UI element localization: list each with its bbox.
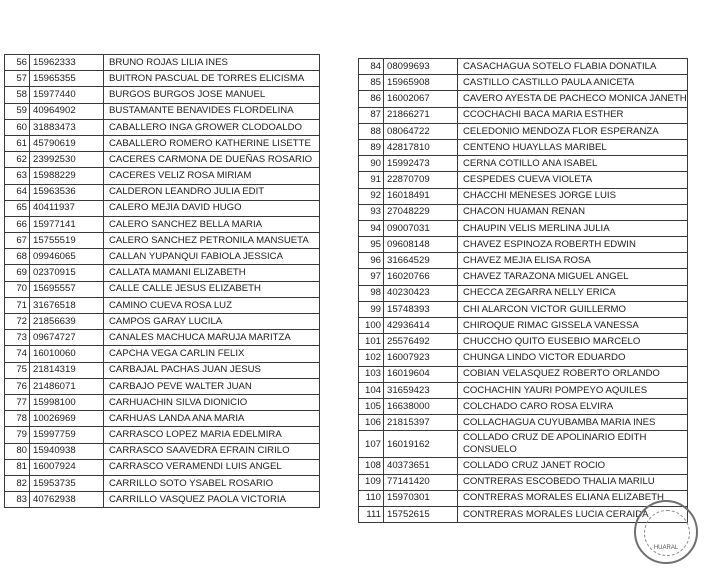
dni-cell: 23992530 [30,152,104,168]
table-row [5,87,320,103]
row-number: 56 [5,55,30,71]
name-cell: CASTILLO CASTILLO PAULA ANICETA [458,75,688,91]
row-number: 83 [5,492,30,508]
dni-cell: 15965355 [30,71,104,87]
row-number: 62 [5,152,30,168]
dni-cell: 15940938 [30,443,104,459]
row-number: 84 [359,59,384,75]
table-row [359,398,688,414]
table-row [5,119,320,135]
table-row [359,75,688,91]
dni-cell: 77141420 [384,474,458,490]
row-number: 86 [359,91,384,107]
row-number: 67 [5,233,30,249]
dni-cell: 15962333 [30,55,104,71]
dni-cell: 42936414 [384,318,458,334]
name-cell: CARRILLO VASQUEZ PAOLA VICTORIA [104,492,320,508]
row-number: 104 [359,382,384,398]
name-cell: COCHACHIN YAURI POMPEYO AQUILES [458,382,688,398]
name-cell: CHAVEZ ESPINOZA ROBERTH EDWIN [458,237,688,253]
table-row [359,301,688,317]
official-seal [634,500,698,564]
row-number: 103 [359,366,384,382]
name-cell: CCOCHACHI BACA MARIA ESTHER [458,107,688,123]
name-cell: COLCHADO CARO ROSA ELVIRA [458,398,688,414]
name-cell: BURGOS BURGOS JOSE MANUEL [104,87,320,103]
name-cell: CASACHAGUA SOTELO FLABIA DONATILA [458,59,688,75]
table-row [359,269,688,285]
dni-cell: 15998100 [30,394,104,410]
name-cell: CARRASCO LOPEZ MARIA EDELMIRA [104,427,320,443]
dni-cell: 31676518 [30,297,104,313]
dni-cell: 42817810 [384,139,458,155]
table-row [359,172,688,188]
name-cell: CAMINO CUEVA ROSA LUZ [104,297,320,313]
name-cell: CABALLERO ROMERO KATHERINE LISETTE [104,135,320,151]
row-number: 99 [359,301,384,317]
dni-cell: 16019162 [384,431,458,458]
row-number: 65 [5,200,30,216]
dni-cell: 21814319 [30,362,104,378]
dni-cell: 27048229 [384,204,458,220]
table-row [5,216,320,232]
row-number: 74 [5,346,30,362]
name-cell: CHECCA ZEGARRA NELLY ERICA [458,285,688,301]
table-row [5,492,320,508]
dni-cell: 40964902 [30,103,104,119]
name-cell: CHAVEZ MEJIA ELISA ROSA [458,253,688,269]
name-cell: CENTENO HUAYLLAS MARIBEL [458,139,688,155]
table-row [5,443,320,459]
row-number: 92 [359,188,384,204]
row-number: 108 [359,458,384,474]
table-row [359,366,688,382]
table-row [5,135,320,151]
dni-cell: 10026969 [30,411,104,427]
row-number: 98 [359,285,384,301]
name-cell: CARRILLO SOTO YSABEL ROSARIO [104,475,320,491]
dni-cell: 16638000 [384,398,458,414]
table-row [5,362,320,378]
name-cell: COBIAN VELASQUEZ ROBERTO ORLANDO [458,366,688,382]
row-number: 106 [359,415,384,431]
table-row [5,265,320,281]
name-cell: CALLATA MAMANI ELIZABETH [104,265,320,281]
dni-cell: 22870709 [384,172,458,188]
table-row [5,184,320,200]
table-row [5,233,320,249]
table-row [359,253,688,269]
dni-cell: 15992473 [384,156,458,172]
dni-cell: 15695557 [30,281,104,297]
row-number: 76 [5,378,30,394]
table-row [359,59,688,75]
table-row [5,103,320,119]
name-cell: CONTRERAS MORALES LUCIA CERAIDA [458,506,688,522]
dni-cell: 15970301 [384,490,458,506]
table-row [359,474,688,490]
name-cell: CARRASCO SAAVEDRA EFRAIN CIRILO [104,443,320,459]
row-number: 82 [5,475,30,491]
row-number: 69 [5,265,30,281]
row-number: 79 [5,427,30,443]
name-cell: CACERES VELIZ ROSA MIRIAM [104,168,320,184]
row-number: 94 [359,220,384,236]
table-row [359,382,688,398]
name-cell: CALLAN YUPANQUI FABIOLA JESSICA [104,249,320,265]
row-number: 72 [5,314,30,330]
name-cell: CARHUACHIN SILVA DIONICIO [104,394,320,410]
row-number: 102 [359,350,384,366]
name-cell: CHACCHI MENESES JORGE LUIS [458,188,688,204]
row-number: 70 [5,281,30,297]
table-row [359,490,688,506]
dni-cell: 40373651 [384,458,458,474]
dni-cell: 21856639 [30,314,104,330]
row-number: 107 [359,431,384,458]
table-row [359,107,688,123]
dni-cell: 25576492 [384,334,458,350]
table-row [359,431,688,458]
name-cell: CERNA COTILLO ANA ISABEL [458,156,688,172]
row-number: 63 [5,168,30,184]
table-row [5,394,320,410]
right-roster-body [359,59,688,523]
row-number: 81 [5,459,30,475]
dni-cell: 15748393 [384,301,458,317]
table-row [359,204,688,220]
table-row [359,220,688,236]
row-number: 64 [5,184,30,200]
row-number: 89 [359,139,384,155]
table-row [5,71,320,87]
row-number: 68 [5,249,30,265]
dni-cell: 15953735 [30,475,104,491]
name-cell: CHAVEZ TARAZONA MIGUEL ANGEL [458,269,688,285]
table-row [359,334,688,350]
dni-cell: 21486071 [30,378,104,394]
table-row [5,281,320,297]
name-cell: CALERO SANCHEZ BELLA MARIA [104,216,320,232]
table-row [5,297,320,313]
dni-cell: 09007031 [384,220,458,236]
dni-cell: 08064722 [384,123,458,139]
name-cell: CARBAJAL PACHAS JUAN JESUS [104,362,320,378]
row-number: 66 [5,216,30,232]
table-row [359,285,688,301]
dni-cell: 31659423 [384,382,458,398]
table-row [5,411,320,427]
row-number: 77 [5,394,30,410]
dni-cell: 45790619 [30,135,104,151]
name-cell: CESPEDES CUEVA VIOLETA [458,172,688,188]
left-roster-body [5,55,320,508]
table-row [5,475,320,491]
name-cell: CAPCHA VEGA CARLIN FELIX [104,346,320,362]
table-row [5,168,320,184]
dni-cell: 15977141 [30,216,104,232]
row-number: 73 [5,330,30,346]
name-cell: COLLACHAGUA CUYUBAMBA MARIA INES [458,415,688,431]
name-cell: CACERES CARMONA DE DUEÑAS ROSARIO [104,152,320,168]
name-cell: CELEDONIO MENDOZA FLOR ESPERANZA [458,123,688,139]
row-number: 71 [5,297,30,313]
dni-cell: 31883473 [30,119,104,135]
name-cell: COLLADO CRUZ DE APOLINARIO EDITH CONSUELO [458,431,688,458]
row-number: 88 [359,123,384,139]
dni-cell: 15965908 [384,75,458,91]
row-number: 78 [5,411,30,427]
table-row [359,123,688,139]
dni-cell: 15988229 [30,168,104,184]
row-number: 96 [359,253,384,269]
row-number: 59 [5,103,30,119]
dni-cell: 09946065 [30,249,104,265]
dni-cell: 15755519 [30,233,104,249]
dni-cell: 02370915 [30,265,104,281]
dni-cell: 40411937 [30,200,104,216]
row-number: 109 [359,474,384,490]
dni-cell: 40230423 [384,285,458,301]
name-cell: CARBAJO PEVE WALTER JUAN [104,378,320,394]
table-row [5,459,320,475]
dni-cell: 21866271 [384,107,458,123]
dni-cell: 16007924 [30,459,104,475]
table-row [5,378,320,394]
name-cell: CANALES MACHUCA MARUJA MARITZA [104,330,320,346]
dni-cell: 15752615 [384,506,458,522]
table-row [5,346,320,362]
dni-cell: 16010060 [30,346,104,362]
row-number: 110 [359,490,384,506]
table-row [359,188,688,204]
row-number: 87 [359,107,384,123]
name-cell: CARRASCO VERAMENDI LUIS ANGEL [104,459,320,475]
name-cell: CHUNGA LINDO VICTOR EDUARDO [458,350,688,366]
row-number: 61 [5,135,30,151]
dni-cell: 31664529 [384,253,458,269]
table-row [359,237,688,253]
name-cell: BUSTAMANTE BENAVIDES FLORDELINA [104,103,320,119]
name-cell: BUITRON PASCUAL DE TORRES ELICISMA [104,71,320,87]
row-number: 101 [359,334,384,350]
dni-cell: 09674727 [30,330,104,346]
name-cell: CARHUAS LANDA ANA MARIA [104,411,320,427]
dni-cell: 16002067 [384,91,458,107]
row-number: 95 [359,237,384,253]
row-number: 85 [359,75,384,91]
dni-cell: 09608148 [384,237,458,253]
row-number: 60 [5,119,30,135]
name-cell: CALLE CALLE JESUS ELIZABETH [104,281,320,297]
row-number: 100 [359,318,384,334]
name-cell: CAMPOS GARAY LUCILA [104,314,320,330]
row-number: 93 [359,204,384,220]
name-cell: CABALLERO INGA GROWER CLODOALDO [104,119,320,135]
dni-cell: 16007923 [384,350,458,366]
row-number: 75 [5,362,30,378]
name-cell: CALERO MEJIA DAVID HUGO [104,200,320,216]
row-number: 111 [359,506,384,522]
dni-cell: 08099693 [384,59,458,75]
name-cell: CHACON HUAMAN RENAN [458,204,688,220]
row-number: 90 [359,156,384,172]
row-number: 58 [5,87,30,103]
name-cell: CHIROQUE RIMAC GISSELA VANESSA [458,318,688,334]
table-row [5,330,320,346]
table-row [5,152,320,168]
name-cell: CHI ALARCON VICTOR GUILLERMO [458,301,688,317]
dni-cell: 16018491 [384,188,458,204]
row-number: 80 [5,443,30,459]
table-row [359,415,688,431]
dni-cell: 15963536 [30,184,104,200]
dni-cell: 16019604 [384,366,458,382]
table-row [359,318,688,334]
table-row [5,249,320,265]
name-cell: BRUNO ROJAS LILIA INES [104,55,320,71]
table-row [5,200,320,216]
name-cell: CALERO SANCHEZ PETRONILA MANSUETA [104,233,320,249]
dni-cell: 40762938 [30,492,104,508]
name-cell: CALDERON LEANDRO JULIA EDIT [104,184,320,200]
table-row [359,350,688,366]
name-cell: CAVERO AYESTA DE PACHECO MONICA JANETH [458,91,688,107]
name-cell: CHUCCHO QUITO EUSEBIO MARCELO [458,334,688,350]
dni-cell: 16020766 [384,269,458,285]
table-row [5,55,320,71]
table-row [359,156,688,172]
seal-text: HUARAL [653,545,679,551]
table-row [359,91,688,107]
table-row [5,314,320,330]
table-row [359,458,688,474]
row-number: 91 [359,172,384,188]
right-roster-table [358,58,688,523]
row-number: 105 [359,398,384,414]
table-row [5,427,320,443]
left-roster-table [4,54,320,508]
table-row [359,139,688,155]
name-cell: CHAUPIN VELIS MERLINA JULIA [458,220,688,236]
name-cell: COLLADO CRUZ JANET ROCIO [458,458,688,474]
name-cell: CONTRERAS MORALES ELIANA ELIZABETH [458,490,688,506]
dni-cell: 21815397 [384,415,458,431]
row-number: 57 [5,71,30,87]
dni-cell: 15997759 [30,427,104,443]
name-cell: CONTRERAS ESCOBEDO THALIA MARILU [458,474,688,490]
dni-cell: 15977440 [30,87,104,103]
row-number: 97 [359,269,384,285]
